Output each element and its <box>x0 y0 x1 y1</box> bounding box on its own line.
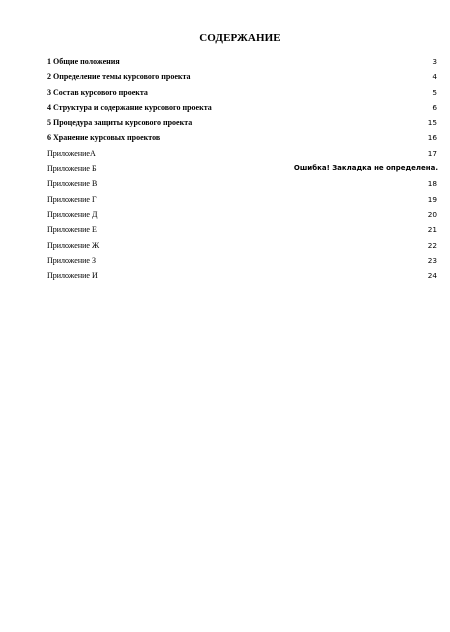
toc-entry-page-number: 21 <box>427 225 437 235</box>
toc-entry-label: Приложение Г <box>47 194 97 204</box>
toc-entry[interactable] <box>47 130 437 145</box>
toc-entry-label: Приложение Д <box>47 209 98 219</box>
toc-entry[interactable] <box>47 85 437 100</box>
toc-entry-label: 3 Состав курсового проекта <box>47 87 148 97</box>
toc-entry[interactable] <box>47 222 437 237</box>
toc-entry[interactable] <box>47 192 437 207</box>
toc-entry[interactable] <box>47 176 437 191</box>
toc-entry-page-number: 6 <box>432 102 437 112</box>
toc-entry-page-number: 17 <box>427 148 437 158</box>
toc-entry[interactable] <box>47 69 437 84</box>
page-title: СОДЕРЖАНИЕ <box>199 32 281 44</box>
toc-entry[interactable] <box>47 253 437 268</box>
toc-entry[interactable] <box>47 268 437 283</box>
toc-entry[interactable] <box>47 207 437 222</box>
toc-entry-label: 2 Определение темы курсового проекта <box>47 72 191 82</box>
toc-entry[interactable] <box>47 100 437 115</box>
toc-entry[interactable] <box>47 54 437 69</box>
toc-entry-label: 5 Процедура защиты курсового проекта <box>47 118 193 128</box>
toc-entry-bookmark-error: Ошибка! Закладка не определена. <box>293 164 438 173</box>
toc-entry-page-number: 22 <box>427 240 437 250</box>
toc-entry-label: Приложение Ж <box>47 240 100 250</box>
toc-entry[interactable] <box>47 146 437 161</box>
toc-entry-label: 4 Структура и содержание курсового проекта <box>47 102 212 112</box>
toc-entry[interactable] <box>47 115 437 130</box>
toc-entry-page-number: 19 <box>427 194 437 204</box>
toc-entry-label: Приложение Е <box>47 225 97 235</box>
toc-entry-page-number: 24 <box>427 271 437 281</box>
toc-entry-page-number: 15 <box>427 118 437 128</box>
toc-entry-page-number: 5 <box>432 87 437 97</box>
toc-entry-label: Приложение Б <box>47 164 97 174</box>
toc-entry-label: 1 Общие положения <box>47 57 120 66</box>
toc-entry-page-number: 23 <box>427 255 437 265</box>
table-of-contents <box>47 54 437 283</box>
toc-entry-page-number: 3 <box>432 57 437 66</box>
toc-entry-page-number: 18 <box>427 179 437 189</box>
toc-entry-page-number: 4 <box>432 72 437 82</box>
toc-entry[interactable] <box>47 161 437 176</box>
toc-entry-label: Приложение З <box>47 255 96 265</box>
toc-entry-page-number: 16 <box>427 133 437 143</box>
toc-entry-page-number: 20 <box>427 209 437 219</box>
toc-entry-label: Приложение И <box>47 271 98 281</box>
toc-entry-label: Приложение В <box>47 179 98 189</box>
toc-entry-label: 6 Хранение курсовых проектов <box>47 133 161 143</box>
toc-entry-label: ПриложениеА <box>47 148 96 158</box>
toc-entry[interactable] <box>47 238 437 253</box>
